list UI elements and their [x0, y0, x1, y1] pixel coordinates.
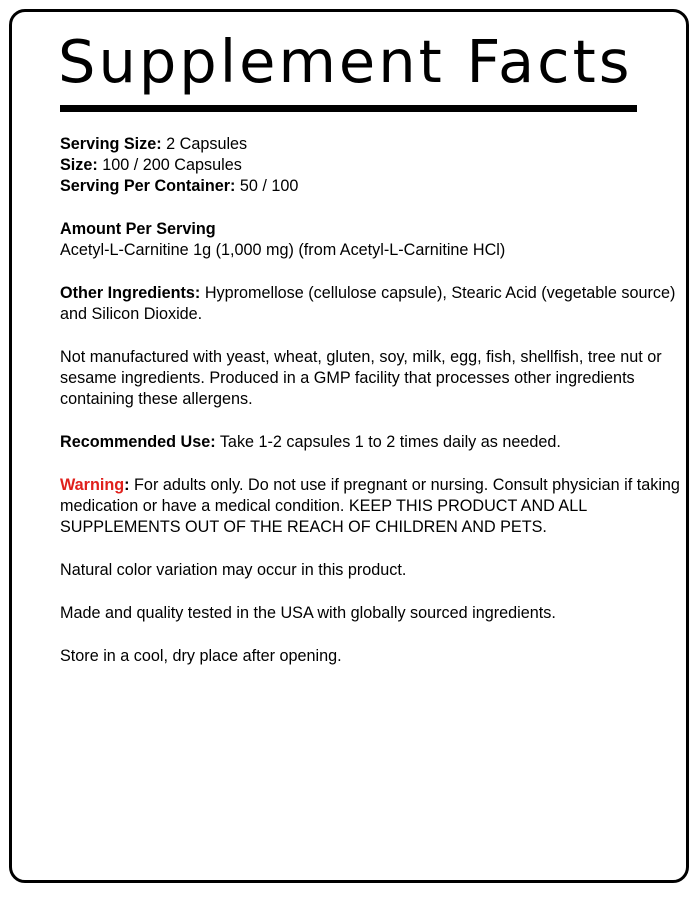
serving-size-label: Serving Size:: [60, 135, 162, 153]
other-ingredients: [60, 283, 682, 325]
container-size-value: 100 / 200 Capsules: [102, 156, 242, 174]
storage-note: Store in a cool, dry place after opening.: [60, 647, 342, 665]
servings-per-container-label: Serving Per Container:: [60, 177, 236, 195]
amount-heading: Amount Per Serving: [60, 220, 216, 238]
recommended-use-text: Take 1-2 capsules 1 to 2 times daily as needed.: [219, 433, 561, 451]
serving-size-row: [60, 134, 682, 155]
warning-label: Warning: [60, 476, 125, 494]
warning-statement: [60, 475, 682, 538]
container-size-row: [60, 155, 682, 176]
title-divider: [60, 105, 637, 112]
recommended-use: [60, 432, 682, 453]
color-variation-note: Natural color variation may occur in this product.: [60, 561, 407, 579]
label-content: [60, 134, 682, 667]
serving-info: [60, 134, 682, 197]
origin-note: Made and quality tested in the USA with globally sourced ingredients.: [60, 604, 556, 622]
servings-per-container-row: [60, 176, 682, 197]
warning-colon: :: [124, 476, 130, 494]
other-ingredients-label: Other Ingredients:: [60, 284, 201, 302]
recommended-use-label: Recommended Use:: [60, 433, 216, 451]
warning-text: For adults only. Do not use if pregnant or nursing. Consult physician if taking medication or have a medical condition. KEEP THIS PRODUCT AND ALL SUPPLEMENTS OUT OF THE REACH OF CHILDREN AND PETS.: [60, 476, 680, 536]
allergen-statement: Not manufactured with yeast, wheat, gluten, soy, milk, egg, fish, shellfish, tree nut or sesame ingredients. Produced in a GMP facility that processes other ingredients containing these allergens.: [60, 348, 662, 408]
servings-per-container-value: 50 / 100: [239, 177, 299, 195]
other-ingredients-text: Hypromellose (cellulose capsule), Stearic Acid (vegetable source) and Silicon Dioxide.: [60, 284, 676, 323]
container-size-label: Size:: [60, 156, 98, 174]
serving-size-value: 2 Capsules: [166, 135, 248, 153]
page-title: Supplement Facts: [58, 27, 633, 96]
active-ingredient: Acetyl-L-Carnitine 1g (1,000 mg) (from Acetyl-L-Carnitine HCl): [60, 241, 506, 259]
amount-per-serving: [60, 219, 682, 261]
